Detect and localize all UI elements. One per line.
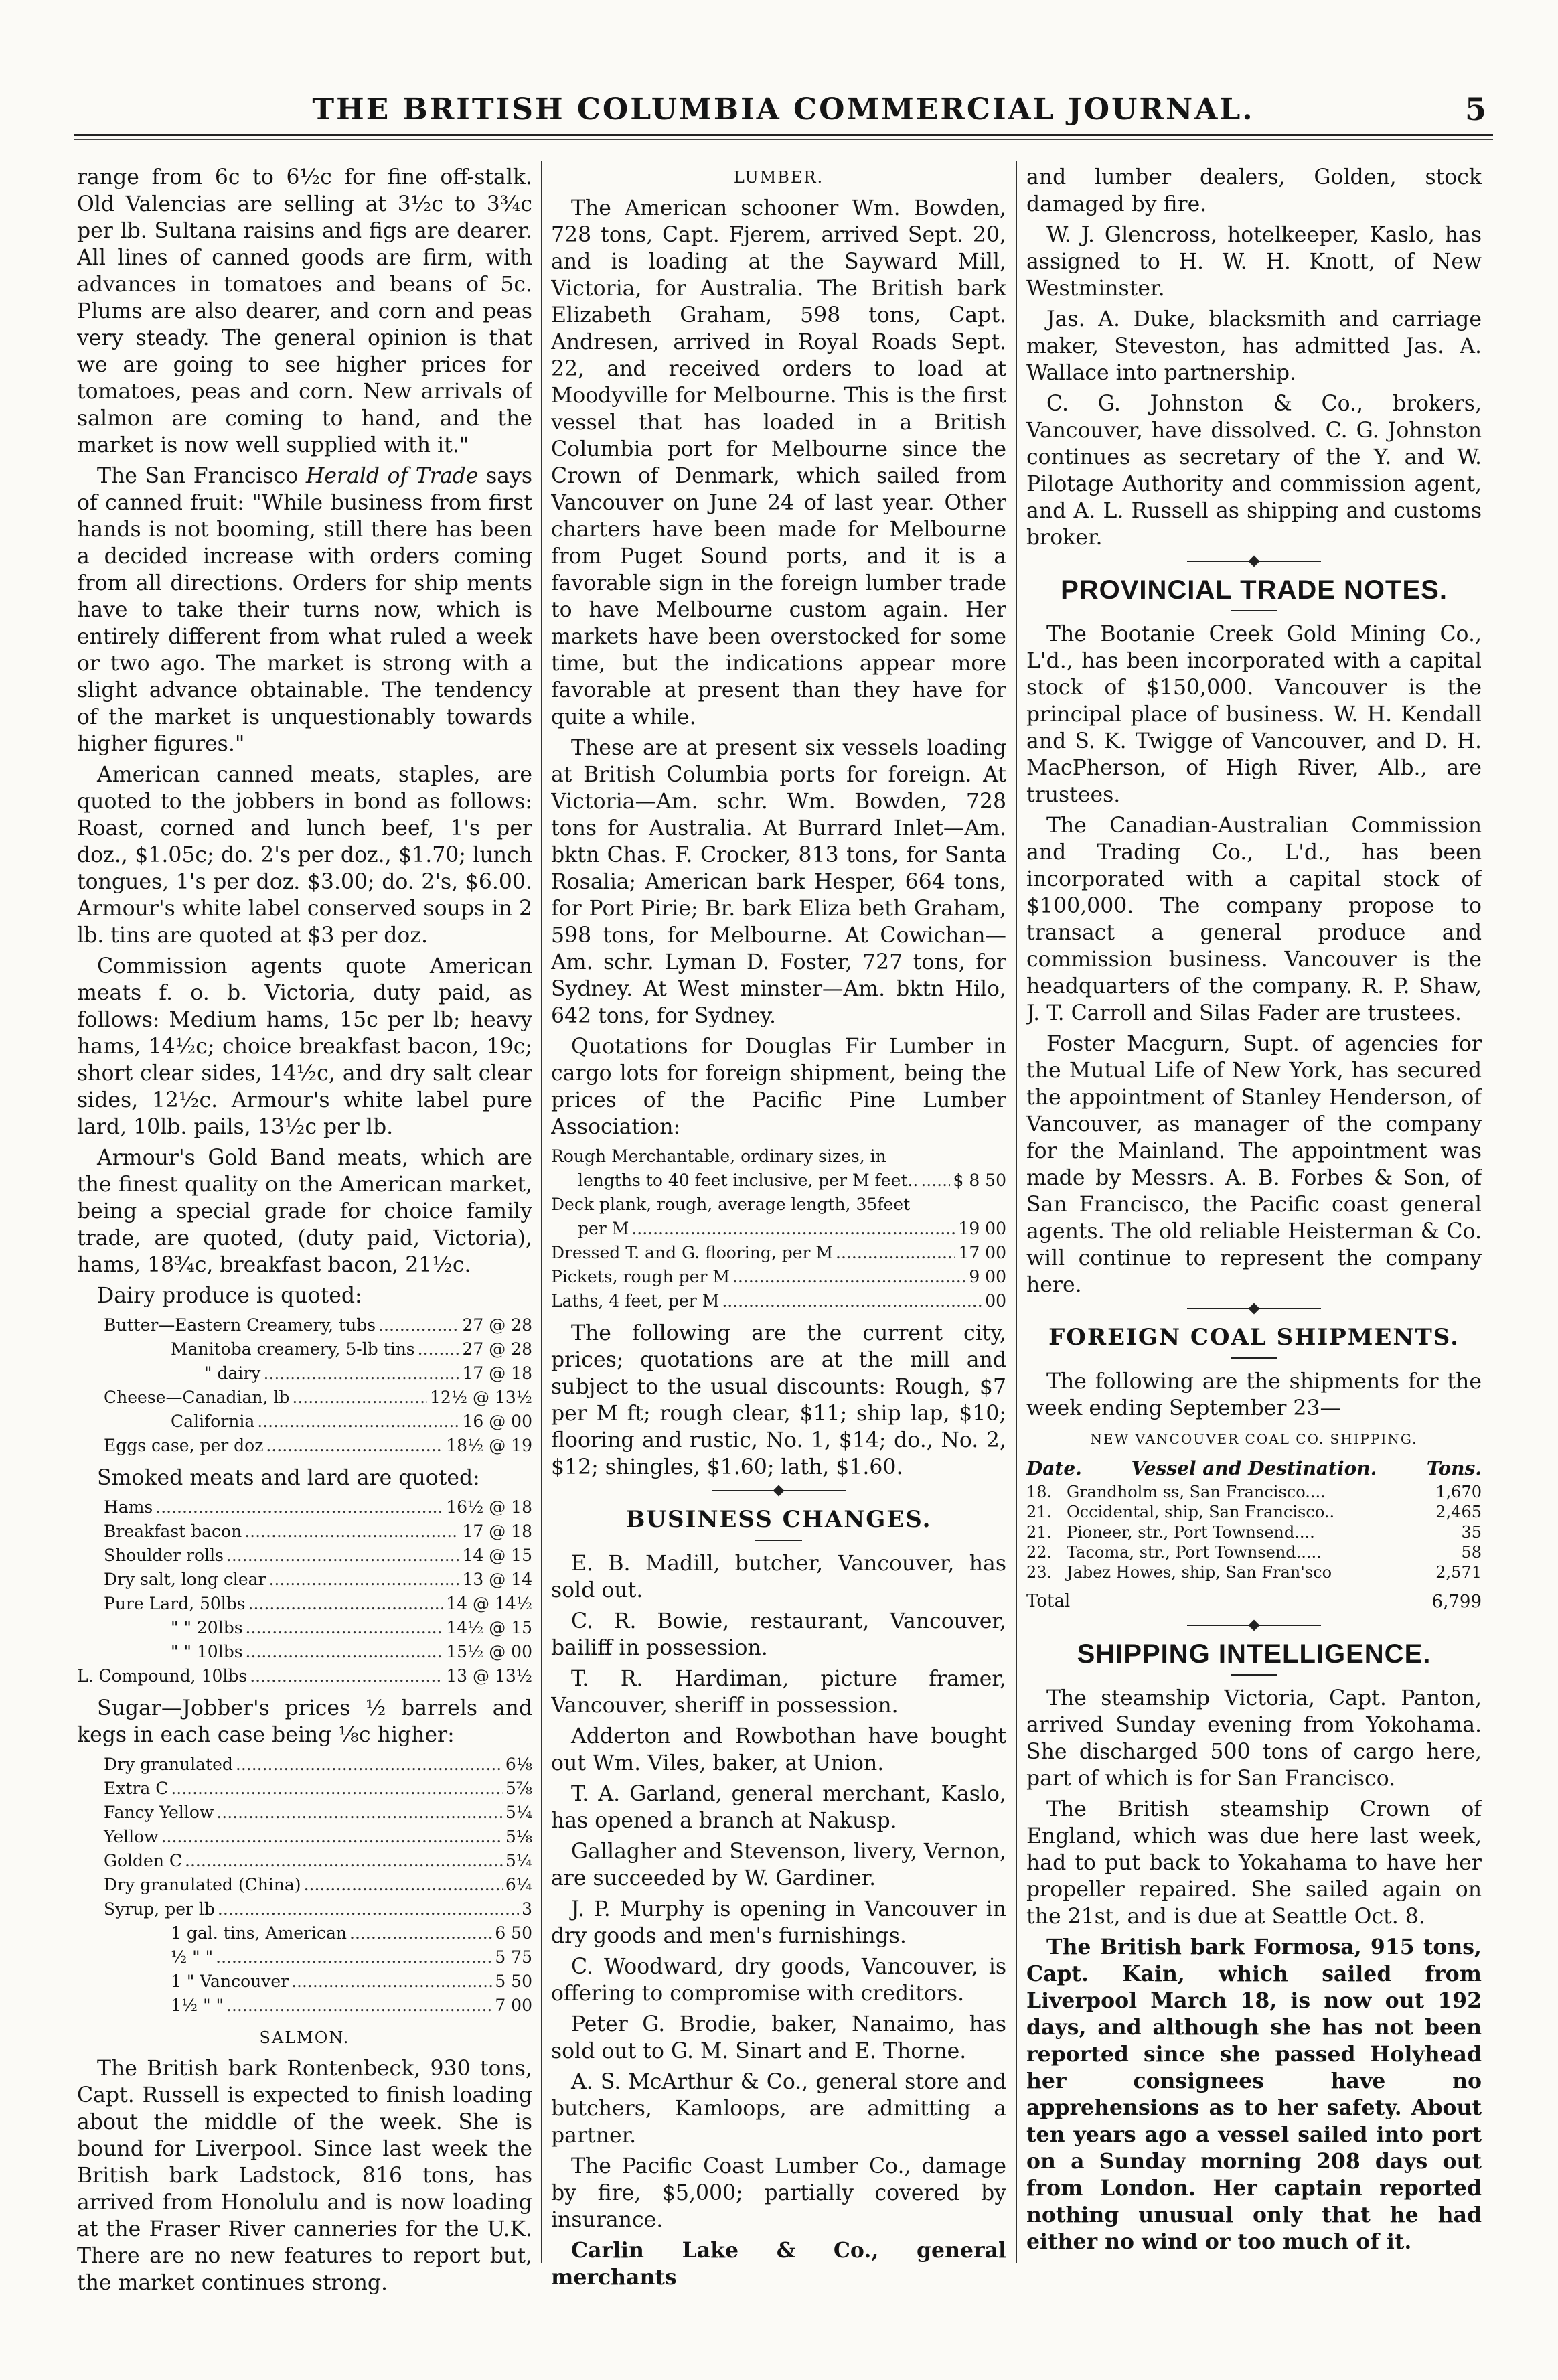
ornament-rule	[1187, 1308, 1321, 1309]
price-row	[77, 1825, 532, 1849]
item: Pickets, rough per M	[551, 1267, 730, 1286]
price: 6 50	[495, 1923, 532, 1943]
business-item: and lumber dealers, Golden, stock damaged by fire.	[1026, 165, 1482, 216]
price-row	[77, 1753, 532, 1777]
price: 9 00	[969, 1267, 1006, 1286]
coal-table-header	[1026, 1455, 1482, 1482]
coal-subheading: NEW VANCOUVER COAL CO. SHIPPING.	[1090, 1431, 1418, 1447]
text: says of canned fruit: "While business from first hands is not booming, still there has been a decided increase with orders coming from all directions. Orders for ship ments have to take their turns now, which is entirely different from what ruled a week or two ago. The market is strong with a slight advance obtainable. The tendency of the market is unquestionably towards higher figures."	[77, 464, 532, 756]
item: Extra C	[104, 1779, 169, 1798]
price: 5 50	[495, 1972, 532, 1991]
price-row	[551, 1169, 1006, 1193]
item: Fancy Yellow	[104, 1803, 214, 1822]
price-row	[77, 1361, 532, 1386]
masthead	[74, 74, 1493, 136]
price-row	[77, 1969, 532, 1994]
paragraph-commission-agents: Commission agents quote American meats f. o. b. Victoria, duty paid, as follows: Medium hams, 15c per lb; heavy hams, 14½c; choice breakfast bacon, 19c; short clear sides, 14½c, and dry salt clear sides, 12½c. Armour's white label pure lard, 10lb. pails, 13½c per lb.	[77, 954, 532, 1139]
item: ½ " "	[171, 1947, 214, 1967]
item: Laths, 4 feet, per M	[551, 1291, 720, 1311]
tons-cell: 2,571	[1435, 1563, 1482, 1582]
price-row	[77, 1544, 532, 1568]
dairy-price-list	[77, 1313, 532, 1458]
item: Yellow	[104, 1827, 159, 1846]
date-cell: 18.	[1026, 1483, 1053, 1501]
item: Dry granulated (China)	[104, 1875, 301, 1894]
price-row	[77, 1568, 532, 1592]
price: 5¼	[505, 1803, 532, 1822]
price: 6⅛	[505, 1755, 532, 1774]
total-label: Total	[1026, 1591, 1071, 1611]
price-row	[77, 1945, 532, 1969]
item: Breakfast bacon	[104, 1521, 242, 1541]
vessel-cell: Grandholm ss, San Francisco....	[1067, 1483, 1326, 1501]
price: 15½ @ 00	[446, 1642, 532, 1661]
item: 1 gal. tins, American	[171, 1923, 347, 1943]
business-item: A. S. McArthur & Co., general store and butchers, Kamloops, are admitting a partner.	[551, 2070, 1006, 2148]
item: 1 " Vancouver	[171, 1972, 289, 1991]
column-3	[1026, 164, 1482, 2354]
provincial-item: The Canadian-Australian Commission and Trading Co., L'd., has been incorporated with a capital stock of $100,000. The company propose to transact a general produce and commission business. Vancouver is the headquarters of the company. R. P. Shaw, J. T. Carroll and Silas Fader are trustees.	[1026, 814, 1482, 1025]
price-row	[77, 1873, 532, 1897]
publication-name: Herald of Trade	[305, 464, 479, 488]
business-item: C. R. Bowie, restaurant, Vancouver, bailiff in possession.	[551, 1609, 1006, 1660]
item: Cheese—Canadian, lb	[104, 1388, 290, 1407]
price: 18½ @ 19	[446, 1436, 532, 1455]
paragraph-fir-quotations: Quotations for Douglas Fir Lumber in cargo lots for foreign shipment, being the prices of the Pacific Pine Lumber Association:	[551, 1035, 1006, 1139]
paragraph-canned-fruit	[77, 463, 532, 757]
price: 3	[522, 1899, 532, 1919]
price-row	[551, 1217, 1006, 1241]
date-cell: 21.	[1026, 1523, 1053, 1542]
price-row	[77, 1386, 532, 1410]
business-item: Gallagher and Stevenson, livery, Vernon, are succeeded by W. Gardiner.	[551, 1840, 1006, 1890]
smoked-intro: Smoked meats and lard are quoted:	[97, 1466, 480, 1490]
tons-cell: 35	[1461, 1523, 1482, 1542]
dairy-intro: Dairy produce is quoted:	[97, 1284, 362, 1308]
price: 13 @ 14	[462, 1570, 532, 1589]
business-item: Adderton and Rowbothan have bought out Wm. Viles, baker, at Union.	[551, 1724, 1006, 1775]
shipping-item: The British steamship Crown of England, which was due here last week, had to put back to Yokahama to have her propeller repaired. She sailed again on the 21st, and is due at Seattle Oct. 8.	[1026, 1797, 1482, 1929]
business-item: J. P. Murphy is opening in Vancouver in dry goods and men's furnishings.	[551, 1897, 1006, 1948]
vessel-cell: Occidental, ship, San Francisco..	[1067, 1503, 1335, 1521]
price-row	[77, 1434, 532, 1458]
business-item: E. B. Madill, butcher, Vancouver, has sold out.	[551, 1552, 1006, 1603]
price: 27 @ 28	[462, 1315, 532, 1335]
item: Manitoba creamery, 5-lb tins	[171, 1339, 415, 1359]
item: " dairy	[204, 1363, 261, 1383]
price-row	[77, 1616, 532, 1640]
item: Syrup, per lb	[104, 1899, 215, 1919]
ornament-rule	[712, 1490, 846, 1491]
vessel-cell: Jabez Howes, ship, San Fran'sco	[1067, 1563, 1332, 1582]
price-row	[551, 1144, 1006, 1169]
price-row	[77, 1337, 532, 1361]
short-rule	[1231, 1357, 1277, 1359]
column-1	[77, 164, 532, 2354]
short-rule	[1231, 1674, 1277, 1676]
table-row	[1026, 1502, 1482, 1522]
shipping-intelligence-heading: SHIPPING INTELLIGENCE.	[1077, 1639, 1431, 1669]
coal-total-row	[1026, 1588, 1482, 1615]
item: 1½ " "	[171, 1996, 224, 2015]
price-row	[77, 1921, 532, 1945]
item: Dressed T. and G. flooring, per M	[551, 1243, 834, 1262]
business-item: C. G. Johnston & Co., brokers, Vancouver, have dissolved. C. G. Johnston continues as secretary of the Y. and W. Pilotage Authority and commission agent, and A. L. Russell as shipping and customs broker.	[1026, 392, 1482, 550]
item: Shoulder rolls	[104, 1546, 224, 1565]
item: " " 10lbs	[171, 1642, 243, 1661]
item: " " 20lbs	[171, 1618, 243, 1637]
column-divider-1	[541, 161, 542, 2263]
price-row	[77, 1592, 532, 1616]
price-row	[551, 1193, 1006, 1217]
date-cell: 23.	[1026, 1563, 1053, 1582]
coal-shipments-heading: FOREIGN COAL SHIPMENTS.	[1048, 1324, 1460, 1351]
lumber-heading: LUMBER.	[733, 168, 824, 187]
item: Dry granulated	[104, 1755, 233, 1774]
item: California	[171, 1412, 255, 1431]
item: lengths to 40 feet inclusive, per M feet..	[578, 1171, 919, 1190]
item: Dry salt, long clear	[104, 1570, 266, 1589]
tons-cell: 58	[1461, 1543, 1482, 1562]
price: 16½ @ 18	[446, 1497, 532, 1517]
shipping-item: The British bark Formosa, 915 tons, Capt. Kain, which sailed from Liverpool March 18, is now out 192 days, and although she has not been reported since she passed Holyhead her consignees have no apprehensions as to her safety. About ten years ago a vessel sailed into port on a Sunday morning 208 days out from London. Her captain reported nothing unusual only that he had either no wind or too much of it.	[1026, 1935, 1482, 2254]
business-changes-heading: BUSINESS CHANGES.	[625, 1506, 932, 1533]
date-cell: 22.	[1026, 1543, 1053, 1562]
price-row	[551, 1265, 1006, 1289]
column-header: Date.	[1026, 1457, 1082, 1479]
vessel-cell: Pioneer, str., Port Townsend....	[1067, 1523, 1315, 1542]
provincial-item: The Bootanie Creek Gold Mining Co., L'd., has been incorporated with a capital stock of $150,000. Vancouver is the principal place of business. W. H. Kendall and S. K. Twigge of Vancouver, and D. H. MacPherson, of High River, Alb., are trustees.	[1026, 622, 1482, 807]
page-number: 5	[1464, 91, 1486, 127]
price-row	[551, 1241, 1006, 1265]
price-row	[77, 1777, 532, 1801]
price-row	[77, 1849, 532, 1873]
business-item: T. R. Hardiman, picture framer, Vancouver, sheriff in possession.	[551, 1667, 1006, 1718]
price: 5 75	[495, 1947, 532, 1967]
item: L. Compound, 10lbs	[77, 1666, 248, 1686]
price: 14 @ 15	[462, 1546, 532, 1565]
price: $ 8 50	[953, 1171, 1006, 1190]
journal-title: THE BRITISH COLUMBIA COMMERCIAL JOURNAL.	[312, 92, 1255, 127]
total-value: 6,799	[1419, 1588, 1482, 1615]
provincial-trade-heading: PROVINCIAL TRADE NOTES.	[1061, 575, 1448, 605]
vessel-cell: Tacoma, str., Port Townsend.....	[1067, 1543, 1322, 1562]
price: 17 @ 18	[462, 1521, 532, 1541]
price: 27 @ 28	[462, 1339, 532, 1359]
shipping-item: The steamship Victoria, Capt. Panton, arrived Sunday evening from Yokohama. She discharged 500 tons of cargo here, part of which is for San Francisco.	[1026, 1686, 1482, 1791]
column-2	[551, 164, 1006, 2354]
price: 7 00	[495, 1996, 532, 2015]
price: 14 @ 14½	[446, 1594, 532, 1613]
item: Butter—Eastern Creamery, tubs	[104, 1315, 376, 1335]
ornament-rule	[1187, 1625, 1321, 1626]
short-rule	[755, 1540, 802, 1541]
business-item: Carlin Lake & Co., general merchants	[551, 2238, 1006, 2290]
price: 12½ @ 13½	[430, 1388, 532, 1407]
business-item: W. J. Glencross, hotelkeeper, Kaslo, has assigned to H. W. H. Knott, of New Westminster.	[1026, 223, 1482, 301]
paragraph-gold-band: Armour's Gold Band meats, which are the finest quality on the American market, being a special grade for choice family trade, are quoted, (duty paid, Victoria), hams, 18¾c, breakfast bacon, 21½c.	[77, 1146, 532, 1277]
ornament-rule	[1187, 561, 1321, 562]
table-row	[1026, 1522, 1482, 1542]
coal-intro: The following are the shipments for the week ending September 23—	[1026, 1369, 1482, 1420]
price-row	[551, 1289, 1006, 1313]
price: 5⅛	[505, 1827, 532, 1846]
price-row	[77, 1640, 532, 1664]
price-row	[77, 1664, 532, 1688]
price: 00	[985, 1291, 1006, 1311]
price: 5⅞	[505, 1779, 532, 1798]
smoked-price-list	[77, 1495, 532, 1688]
business-item: The Pacific Coast Lumber Co., damage by fire, $5,000; partially covered by insurance.	[551, 2154, 1006, 2232]
price-row	[77, 1994, 532, 2018]
sugar-price-list	[77, 1753, 532, 2018]
column-header: Tons.	[1426, 1457, 1482, 1479]
sugar-intro: Sugar—Jobber's prices ½ barrels and kegs in each case being ⅛c higher:	[77, 1696, 532, 1747]
item: Eggs case, per doz	[104, 1436, 264, 1455]
item: Hams	[104, 1497, 153, 1517]
paragraph-fruit-prices: range from 6c to 6½c for fine off-stalk. Old Valencias are selling at 3½c to 3¾c per lb. Sultana raisins and figs are dearer. All lines of canned goods are firm, with advances in tomatoes and beans of 5c. Plums are also dearer, and corn and peas very steady. The general opinion is that we are going to see higher prices for tomatoes, peas and corn. New arrivals of salmon are coming to hand, and the market is now well supplied with it."	[77, 165, 532, 457]
salmon-heading: SALMON.	[259, 2028, 350, 2047]
price: 17 @ 18	[462, 1363, 532, 1383]
provincial-item: Foster Macgurn, Supt. of agencies for the Mutual Life of New York, has secured the appointment of Stanley Henderson, of Vancouver, as manager of the company for the Mainland. The appointment was made by Messrs. A. B. Forbes & Son, of San Francisco, the Pacific coast general agents. The old reliable Heisterman & Co. will continue to represent the company here.	[1026, 1032, 1482, 1297]
item: Deck plank, rough, average length, 35feet	[551, 1195, 911, 1214]
price: 6¼	[505, 1875, 532, 1894]
paragraph-city-prices: The following are the current city, prices; quotations are at the mill and subject to the usual discounts: Rough, $7 per M ft; rough clear, $11; ship lap, $10; flooring and rustic, No. 1, $14; do., No. 2, $12; shingles, $1.60; lath, $1.60.	[551, 1321, 1006, 1479]
table-row	[1026, 1562, 1482, 1582]
date-cell: 21.	[1026, 1503, 1053, 1521]
price: 17 00	[958, 1243, 1006, 1262]
paragraph-salmon: The British bark Rontenbeck, 930 tons, Capt. Russell is expected to finish loading about the middle of the week. She is bound for Liverpool. Since last week the British bark Ladstock, 816 tons, has arrived from Honolulu and is now loading at the Fraser River canneries for the U.K. There are no new features to report but, the market continues strong.	[77, 2057, 532, 2295]
fir-price-list	[551, 1144, 1006, 1313]
table-row	[1026, 1542, 1482, 1562]
price-row	[77, 1519, 532, 1544]
business-item: Jas. A. Duke, blacksmith and carriage maker, Steveston, has admitted Jas. A. Wallace into partnership.	[1026, 307, 1482, 385]
item: per M	[578, 1219, 629, 1238]
price: 19 00	[958, 1219, 1006, 1238]
text: The San Francisco	[97, 464, 306, 488]
price-row	[77, 1897, 532, 1921]
business-item: C. Woodward, dry goods, Vancouver, is offering to compromise with creditors.	[551, 1955, 1006, 2006]
price: 16 @ 00	[462, 1412, 532, 1431]
business-item: Peter G. Brodie, baker, Nanaimo, has sold out to G. M. Sinart and E. Thorne.	[551, 2012, 1006, 2063]
price: 13 @ 13½	[446, 1666, 532, 1686]
item: Rough Merchantable, ordinary sizes, in	[551, 1146, 886, 1166]
item: Golden C	[104, 1851, 182, 1870]
price-row	[77, 1801, 532, 1825]
tons-cell: 2,465	[1435, 1503, 1482, 1521]
item: Pure Lard, 50lbs	[104, 1594, 246, 1613]
column-header: Vessel and Destination.	[1131, 1457, 1377, 1479]
tons-cell: 1,670	[1435, 1483, 1482, 1501]
business-item: T. A. Garland, general merchant, Kaslo, has opened a branch at Nakusp.	[551, 1782, 1006, 1833]
masthead-rule	[74, 139, 1493, 140]
price-row	[77, 1410, 532, 1434]
paragraph-canned-meats: American canned meats, staples, are quoted to the jobbers in bond as follows: Roast, corned and lunch beef, 1's per doz., $1.05c; do. 2's per doz., $1.70; lunch tongues, 1's per doz. $3.00; do. 2's, $6.00. Armour's white label conserved soups in 2 lb. tins are quoted at $3 per doz.	[77, 763, 532, 948]
price-row	[77, 1495, 532, 1519]
column-divider-2	[1016, 161, 1017, 2263]
paragraph-lumber-schooner: The American schooner Wm. Bowden, 728 tons, Capt. Fjerem, arrived Sept. 20, and is loading at the Sayward Mill, Victoria, for Australia. The British bark Elizabeth Graham, 598 tons, Capt. Andresen, arrived in Royal Roads Sept. 22, and received orders to load at Moodyville for Melbourne. This is the first vessel that has loaded in a British Columbia port for Melbourne since the Crown of Denmark, which sailed from Vancouver on June 24 of last year. Other charters have been made for Melbourne from Puget Sound ports, and it is a favorable sign in the foreign lumber trade to have Melbourne custom again. Her markets have been overstocked for some time, but the indications appear more favorable at present than they have for quite a while.	[551, 196, 1006, 729]
price-row	[77, 1313, 532, 1337]
paragraph-vessels-loading: These are at present six vessels loading at British Columbia ports for foreign. At Victoria—Am. schr. Wm. Bowden, 728 tons for Australia. At Burrard Inlet—Am. bktn Chas. F. Crocker, 813 tons, for Santa Rosalia; American bark Hesper, 664 tons, for Port Pirie; Br. bark Eliza beth Graham, 598 tons, for Melbourne. At Cowichan—Am. schr. Lyman D. Foster, 727 tons, for Sydney. At West minster—Am. bktn Hilo, 642 tons, for Sydney.	[551, 736, 1006, 1028]
short-rule	[1231, 610, 1277, 611]
price: 5¼	[505, 1851, 532, 1870]
table-row	[1026, 1482, 1482, 1502]
price: 14½ @ 15	[446, 1618, 532, 1637]
